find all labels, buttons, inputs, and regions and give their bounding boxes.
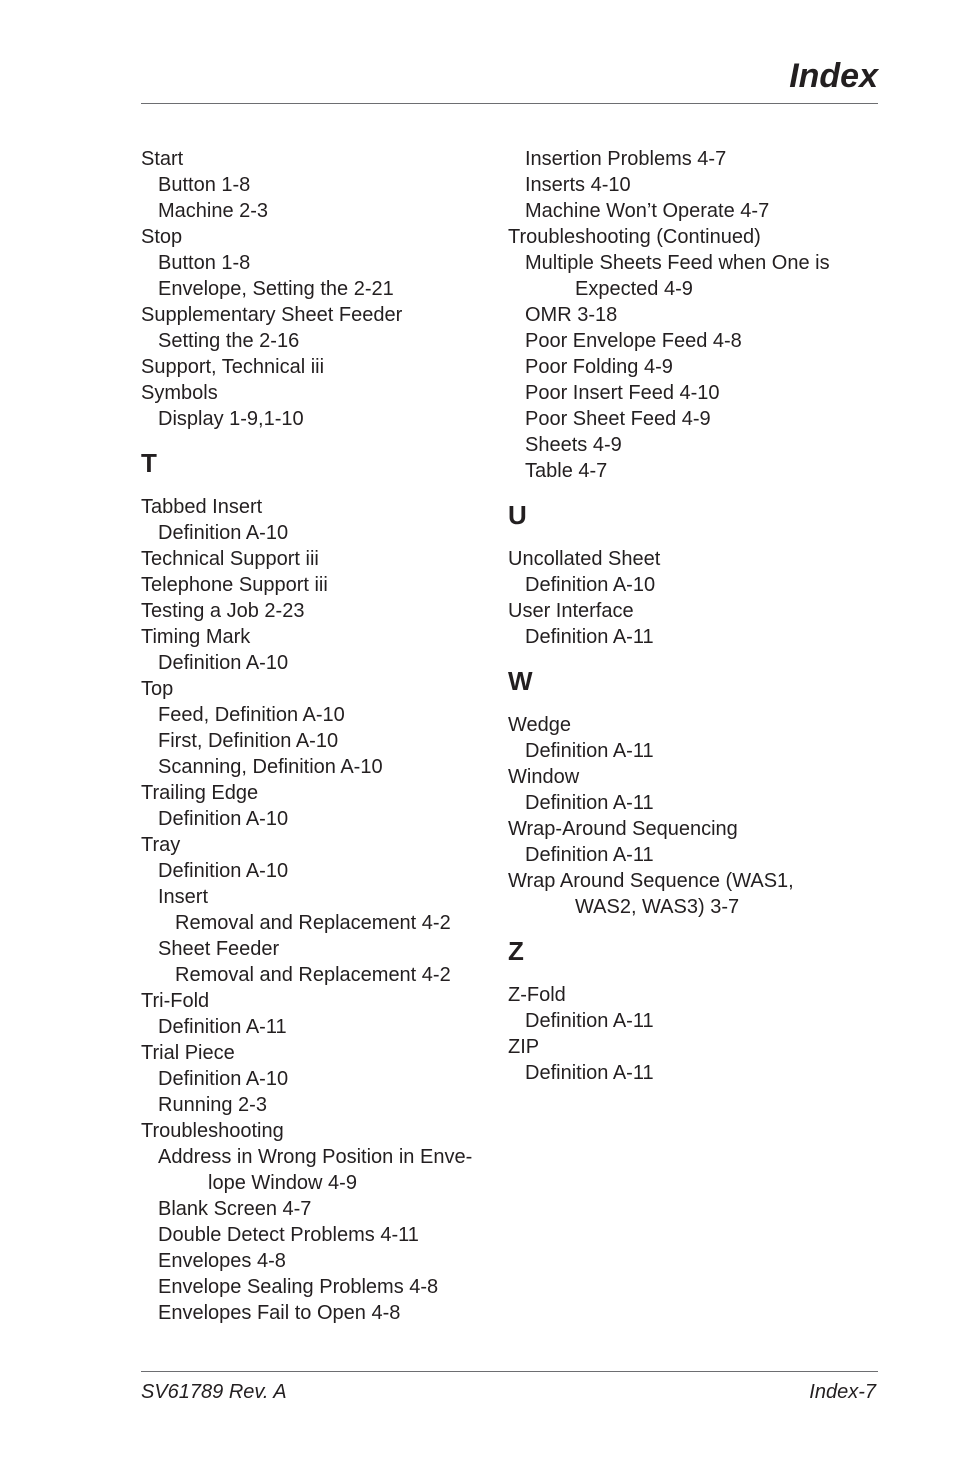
index-subentry: Definition A-10 [158,860,289,882]
index-entry: Timing Mark [141,626,251,648]
index-subentry: Poor Sheet Feed 4-9 [525,408,711,430]
index-subentry: Button 1-8 [158,252,251,274]
index-subentry: Sheet Feeder [158,938,280,960]
index-entry: Trailing Edge [141,782,259,804]
section-letter-heading: Z [508,936,524,966]
index-entry-continuation: Expected 4-9 [575,278,693,300]
section-letter-heading: W [508,666,533,696]
index-entry: Testing a Job 2-23 [141,600,305,622]
index-entry-continuation: lope Window 4-9 [208,1172,357,1194]
index-entry: Tri-Fold [141,990,210,1012]
index-subentry: Blank Screen 4-7 [158,1198,312,1220]
index-entry: Trial Piece [141,1042,235,1064]
index-entry: Tabbed Insert [141,496,263,518]
index-subentry: Definition A-10 [158,1068,289,1090]
index-subentry: Envelope, Setting the 2-21 [158,278,394,300]
index-entry: Symbols [141,382,218,404]
index-subentry: Running 2-3 [158,1094,267,1116]
index-column-right [508,146,878,1086]
index-entry: Uncollated Sheet [508,548,661,570]
index-subentry: Feed, Definition A-10 [158,704,345,726]
index-subentry: Button 1-8 [158,174,251,196]
index-entry: Z-Fold [508,984,566,1006]
index-subentry: Envelopes 4-8 [158,1250,286,1272]
index-subentry: Double Detect Problems 4-11 [158,1224,419,1246]
index-subentry: Inserts 4-10 [525,174,631,196]
index-subentry: Envelope Sealing Problems 4-8 [158,1276,439,1298]
index-entry: Supplementary Sheet Feeder [141,304,403,326]
index-subentry: Insert [158,886,209,908]
index-subentry: Address in Wrong Position in Enve- [158,1146,473,1168]
index-subentry: Insertion Problems 4-7 [525,148,727,170]
index-subentry: Removal and Replacement 4-2 [175,964,451,986]
page-title: Index [789,57,878,95]
index-subentry: Definition A-10 [525,574,656,596]
index-subentry: Definition A-11 [525,792,654,814]
index-subentry: Multiple Sheets Feed when One is [525,252,830,274]
section-letter-heading: T [141,448,157,478]
index-subentry: Definition A-10 [158,652,289,674]
index-entry: Wrap-Around Sequencing [508,818,738,840]
index-entry: Wrap Around Sequence (WAS1, [508,870,794,892]
header-rule [141,103,878,104]
index-subentry: Poor Folding 4-9 [525,356,673,378]
index-entry: Tray [141,834,181,856]
index-subentry: Definition A-10 [158,522,289,544]
index-subentry: Scanning, Definition A-10 [158,756,383,778]
index-subentry: Machine 2-3 [158,200,269,222]
footer-rule [141,1371,878,1372]
index-entry: Troubleshooting (Continued) [508,226,761,248]
footer-doc-number: SV61789 Rev. A [141,1381,287,1403]
index-entry: Troubleshooting [141,1120,284,1142]
index-entry: ZIP [508,1036,540,1058]
index-subentry: First, Definition A-10 [158,730,339,752]
index-subentry: Definition A-11 [525,844,654,866]
footer-page-number: Index-7 [809,1381,876,1403]
index-entry: Stop [141,226,183,248]
index-entry: Top [141,678,174,700]
index-subentry: Display 1-9,1-10 [158,408,304,430]
index-subentry: Sheets 4-9 [525,434,622,456]
index-subentry: Machine Won’t Operate 4-7 [525,200,770,222]
index-entry: User Interface [508,600,634,622]
index-entry: Support, Technical iii [141,356,325,378]
index-subentry: Definition A-10 [158,808,289,830]
index-subentry: OMR 3-18 [525,304,618,326]
index-entry: Technical Support iii [141,548,319,570]
index-entry: Window [508,766,580,788]
index-subentry: Removal and Replacement 4-2 [175,912,451,934]
index-subentry: Poor Insert Feed 4-10 [525,382,720,404]
section-letter-heading: U [508,500,527,530]
index-subentry: Definition A-11 [525,1010,654,1032]
index-entry-continuation: WAS2, WAS3) 3-7 [575,896,740,918]
index-subentry: Definition A-11 [158,1016,287,1038]
index-entry: Start [141,148,184,170]
index-column-left [141,146,506,1326]
index-subentry: Table 4-7 [525,460,608,482]
index-entry: Telephone Support iii [141,574,328,596]
index-entry: Wedge [508,714,572,736]
index-subentry: Poor Envelope Feed 4-8 [525,330,742,352]
index-subentry: Definition A-11 [525,626,654,648]
index-subentry: Setting the 2-16 [158,330,300,352]
index-subentry: Definition A-11 [525,1062,654,1084]
index-subentry: Envelopes Fail to Open 4-8 [158,1302,401,1324]
index-subentry: Definition A-11 [525,740,654,762]
